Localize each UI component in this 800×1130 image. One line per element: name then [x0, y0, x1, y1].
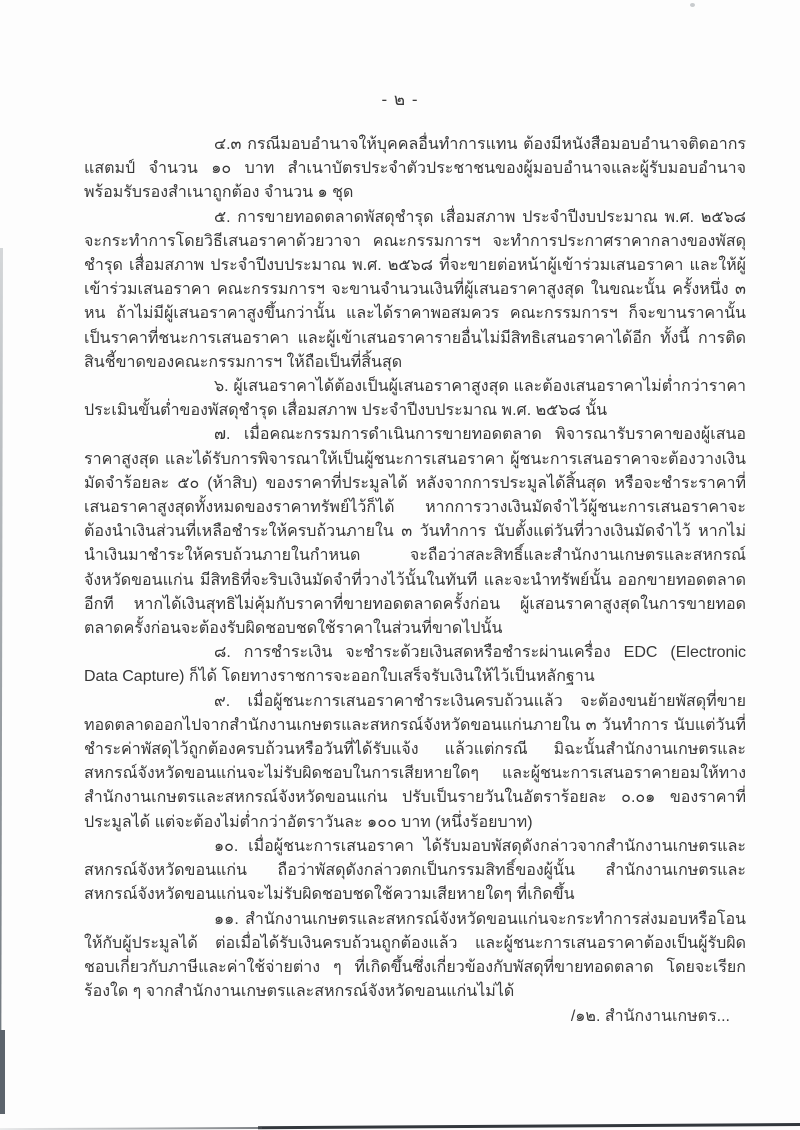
continuation-note: /๑๒. สำนักงานเกษตร...	[570, 1008, 730, 1025]
paragraph: ๗. เมื่อคณะกรรมการดำเนินการขายทอดตลาด พิจารณารับราคาของผู้เสนอราคาสูงสุด และได้รับการพิจารณาให้เป็นผู้ชนะการเสนอราคา ผู้ชนะการเสนอราคาจะต้องวางเงินมัดจำร้อยละ ๕๐ (ห้าสิบ) ของราคาที่ประมูลได้ หลังจากการประมูลได้สิ้นสุด หรือจะชำระราคาที่เสนอราคาสูงสุดทั้งหมดของราคาทรัพย์ไว้ก็ได้ หากการวางเงินมัดจำไว้ผู้ชนะการเสนอราคาจะต้องนำเงินส่วนที่เหลือชำระให้ครบถ้วนภายใน ๓ วันทำการ นับตั้งแต่วันที่วางเงินมัดจำไว้ หากไม่นำเงินมาชำระให้ครบถ้วนภายในกำหนด จะถือว่าสละสิทธิ์และสำนักงานเกษตรและสหกรณ์จังหวัดขอนแก่น มีสิทธิที่จะริบเงินมัดจำที่วางไว้นั้นในทันที และจะนำทรัพย์นั้น ออกขายทอดตลาดอีกที หากได้เงินสุทธิไม่คุ้มกับราคาที่ขายทอดตลาดครั้งก่อน ผู้เสอนราคาสูงสุดในการขายทอดตลาดครั้งก่อนจะต้องรับผิดชอบชดใช้ราคาในส่วนที่ขาดไปนั้น	[84, 426, 746, 638]
page-number: - ๒ -	[381, 90, 419, 109]
paragraph: ๘. การชำระเงิน จะชำระด้วยเงินสดหรือชำระผ่านเครื่อง EDC (Electronic Data Capture) ก็ได้ โดยทางราชการจะออกใบเสร็จรับเงินให้ไว้เป็นหลักฐาน	[84, 644, 746, 686]
scan-edge-bottom	[258, 1123, 800, 1129]
paragraph: ๑๑. สำนักงานเกษตรและสหกรณ์จังหวัดขอนแก่นจะกระทำการส่งมอบหรือโอนให้กับผู้ประมูลได้ ต่อเมื่อได้รับเงินครบถ้วนถูกต้องแล้ว และผู้ชนะการเสนอราคาต้องเป็นผู้รับผิดชอบเกี่ยวกับภาษีและค่าใช้จ่ายต่าง ๆ ที่เกิดขึ้นซึ่งเกี่ยวข้องกับพัสดุที่ขายทอดตลาด โดยจะเรียกร้องใด ๆ จากสำนักงานเกษตรและสหกรณ์จังหวัดขอนแก่นไม่ได้	[84, 910, 746, 1001]
scan-edge-left	[0, 248, 3, 1038]
paragraph: ๑๐. เมื่อผู้ชนะการเสนอราคา ได้รับมอบพัสดุดังกล่าวจากสำนักงานเกษตรและสหกรณ์จังหวัดขอนแก่น ถือว่าพัสดุดังกล่าวตกเป็นกรรมสิทธิ์ของผู้นั้น สำนักงานเกษตรและสหกรณ์จังหวัดขอนแก่นจะไม่รับผิดชอบชดใช้ความเสียหายใดๆ ที่เกิดขึ้น	[84, 837, 746, 904]
paragraph: ๖. ผู้เสนอราคาได้ต้องเป็นผู้เสนอราคาสูงสุด และต้องเสนอราคาไม่ต่ำกว่าราคาประเมินขั้นต่ำของพัสดุชำรุด เสื่อมสภาพ ประจำปีงบประมาณ พ.ศ. ๒๕๖๘ นั้น	[84, 378, 746, 420]
scan-speck	[690, 3, 695, 7]
scan-edge-left-bottom	[0, 1030, 5, 1114]
document-body	[84, 133, 746, 1004]
paragraph: ๕. การขายทอดตลาดพัสดุชำรุด เสื่อมสภาพ ประจำปีงบประมาณ พ.ศ. ๒๕๖๘ จะกระทำการโดยวิธีเสนอราคาด้วยวาจา คณะกรรมการฯ จะทำการประกาศราคากลางของพัสดุชำรุด เสื่อมสภาพ ประจำปีงบประมาณ พ.ศ. ๒๕๖๘ ที่จะขายต่อหน้าผู้เข้าร่วมเสนอราคา และให้ผู้เข้าร่วมเสนอราคา คณะกรรมการฯ จะขานจำนวนเงินที่ผู้เสนอราคาสูงสุด ในขณะนั้น ครั้งหนึ่ง ๓ หน ถ้าไม่มีผู้เสนอราคาสูงขึ้นกว่านั้น และได้ราคาพอสมควร คณะกรรมการฯ ก็จะขานราคานั้นเป็นราคาที่ชนะการเสนอราคา และผู้เข้าเสนอราคารายอื่นไม่มีสิทธิเสนอราคาได้อีก ทั้งนี้ การติดสินชี้ขาดของคณะกรรมการฯ ให้ถือเป็นที่สิ้นสุด	[84, 208, 746, 371]
paragraph: ๔.๓ กรณีมอบอำนาจให้บุคคลอื่นทำการแทน ต้องมีหนังสือมอบอำนาจติดอากรแสตมป์ จำนวน ๑๐ บาท สำเนาบัตรประจำตัวประชาชนของผู้มอบอำนาจและผู้รับมอบอำนาจ พร้อมรับรองสำเนาถูกต้อง จำนวน ๑ ชุด	[84, 136, 746, 202]
paragraph: ๙. เมื่อผู้ชนะการเสนอราคาชำระเงินครบถ้วนแล้ว จะต้องขนย้ายพัสดุที่ขายทอดตลาดออกไปจากสำนักงานเกษตรและสหกรณ์จังหวัดขอนแก่นภายใน ๓ วันทำการ นับแต่วันที่ชำระค่าพัสดุไว้ถูกต้องครบถ้วนหรือวันที่ได้รับแจ้ง แล้วแต่กรณี มิฉะนั้นสำนักงานเกษตรและสหกรณ์จังหวัดขอนแก่นจะไม่รับผิดชอบในการเสียหายใดๆ และผู้ชนะการเสนอราคายอมให้ทางสำนักงานเกษตรและสหกรณ์จังหวัดขอนแก่น ปรับเป็นรายวันในอัตราร้อยละ ๐.๐๑ ของราคาที่ประมูลได้ แต่จะต้องไม่ต่ำกว่าอัตราวันละ ๑๐๐ บาท (หนึ่งร้อยบาท)	[84, 692, 746, 831]
